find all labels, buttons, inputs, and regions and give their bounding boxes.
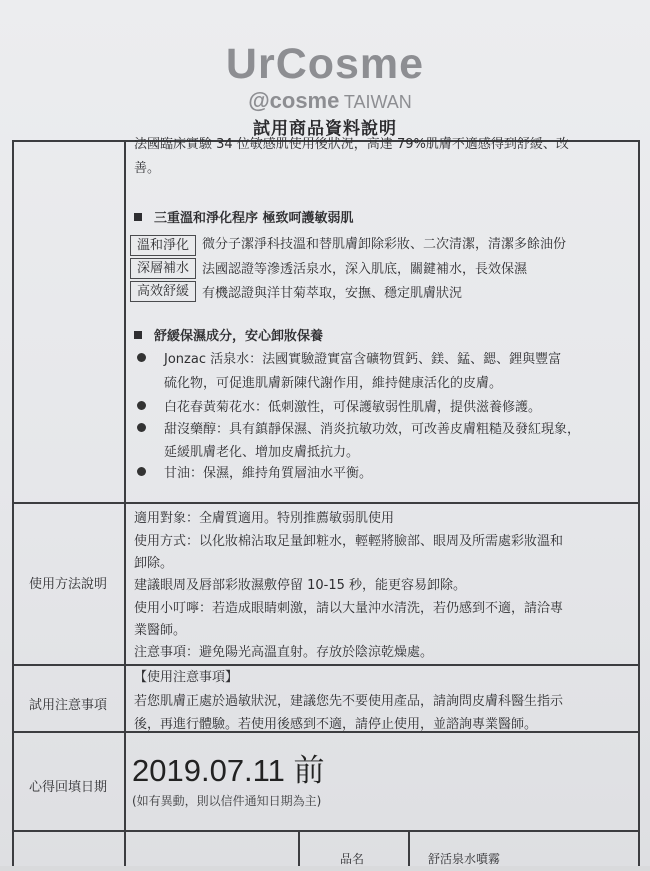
ingredient-item: 白花春黃菊花水：低刺激性，可保護敏弱性肌膚，提供滋養修護。 xyxy=(137,396,541,419)
bullet-icon xyxy=(137,401,146,410)
usage-line: 業醫師。 xyxy=(134,623,187,638)
tag-gentle-cleanse: 溫和淨化 xyxy=(130,235,196,256)
intro-line-1: 法國臨床實驗 34 位敏感肌使用後狀況，高達 79%肌膚不適感得到舒緩、改 xyxy=(134,137,569,152)
document-title: 試用商品資料說明 xyxy=(253,119,397,139)
trial-notes-line: 後，再進行體驗。若使用後感到不適，請停止使用，並諮詢專業醫師。 xyxy=(134,717,538,732)
usage-line: 適用對象：全膚質適用。特別推薦敏弱肌使用 xyxy=(134,511,395,526)
cosme-taiwan-logo: @cosme TAIWAN xyxy=(248,88,412,113)
ingredient-item: Jonzac 活泉水：法國實驗證實富含礦物質鈣、鎂、錳、鍶、鋰與豐富 xyxy=(137,348,561,371)
usage-line: 注意事項：避免陽光高溫直射。存放於陰涼乾燥處。 xyxy=(134,645,434,660)
ingredient-item: 甘油：保濕，維持角質層油水平衡。 xyxy=(137,462,372,485)
usage-label: 使用方法說明 xyxy=(28,577,107,592)
section-three-heading: 三重溫和淨化程序 極致呵護敏弱肌 xyxy=(134,207,354,230)
due-date-label: 心得回填日期 xyxy=(28,780,107,795)
footer-product-label: 品名 xyxy=(340,852,365,866)
usage-line: 使用小叮嚀：若造成眼睛刺激，請以大量沖水清洗，若仍感到不適，請洽專 xyxy=(134,601,564,616)
ingredient-item-cont: 延緩肌膚老化、增加皮膚抵抗力。 xyxy=(164,445,360,460)
row-divider-2 xyxy=(12,664,640,666)
row-divider-1 xyxy=(12,502,640,504)
trial-notes-label: 試用注意事項 xyxy=(28,698,107,713)
urcosme-logo: UrCosme xyxy=(225,40,425,88)
usage-line: 建議眼周及唇部彩妝濕敷停留 10-15 秒，能更容易卸除。 xyxy=(134,578,467,593)
square-bullet-icon xyxy=(134,213,142,221)
due-date-value: 2019.07.11 前 xyxy=(132,753,325,788)
usage-line: 卸除。 xyxy=(134,556,174,571)
section-ingredients-heading: 舒緩保濕成分，安心卸妝保養 xyxy=(134,325,323,348)
tag-deep-hydration: 深層補水 xyxy=(130,258,196,279)
bullet-icon xyxy=(137,467,146,476)
soothing-text: 有機認證與洋甘菊萃取，安撫、穩定肌膚狀況 xyxy=(202,286,463,301)
due-date-note: (如有異動，則以信件通知日期為主) xyxy=(132,794,322,808)
tag-soothing: 高效舒緩 xyxy=(130,281,196,302)
footer-divider-a xyxy=(298,830,300,866)
square-bullet-icon xyxy=(134,331,142,339)
row-divider-4 xyxy=(12,830,640,832)
bullet-icon xyxy=(137,353,146,362)
usage-line: 使用方式：以化妝棉沾取足量卸粧水，輕輕將臉部、眼周及所需處彩妝溫和 xyxy=(134,534,564,549)
ingredient-item: 甜沒藥醇：具有鎮靜保濕、消炎抗敏功效，可改善皮膚粗糙及發紅現象， xyxy=(137,418,580,441)
gentle-cleanse-text: 微分子潔淨科技溫和替肌膚卸除彩妝、二次清潔，清潔多餘油份 xyxy=(202,237,567,252)
ingredient-item-cont: 硫化物，可促進肌膚新陳代謝作用，維持健康活化的皮膚。 xyxy=(164,376,503,391)
intro-line-2: 善。 xyxy=(134,161,161,176)
footer-product-name: 舒活泉水噴霧 xyxy=(428,852,501,866)
bullet-icon xyxy=(137,423,146,432)
footer-divider-b xyxy=(408,830,410,866)
trial-notes-line: 若您肌膚正處於過敏狀況，建議您先不要使用產品，請詢問皮膚科醫生指示 xyxy=(134,694,564,709)
trial-notes-heading: 【使用注意事項】 xyxy=(134,670,239,685)
deep-hydration-text: 法國認證等滲透活泉水，深入肌底，關鍵補水，長效保濕 xyxy=(202,262,528,277)
